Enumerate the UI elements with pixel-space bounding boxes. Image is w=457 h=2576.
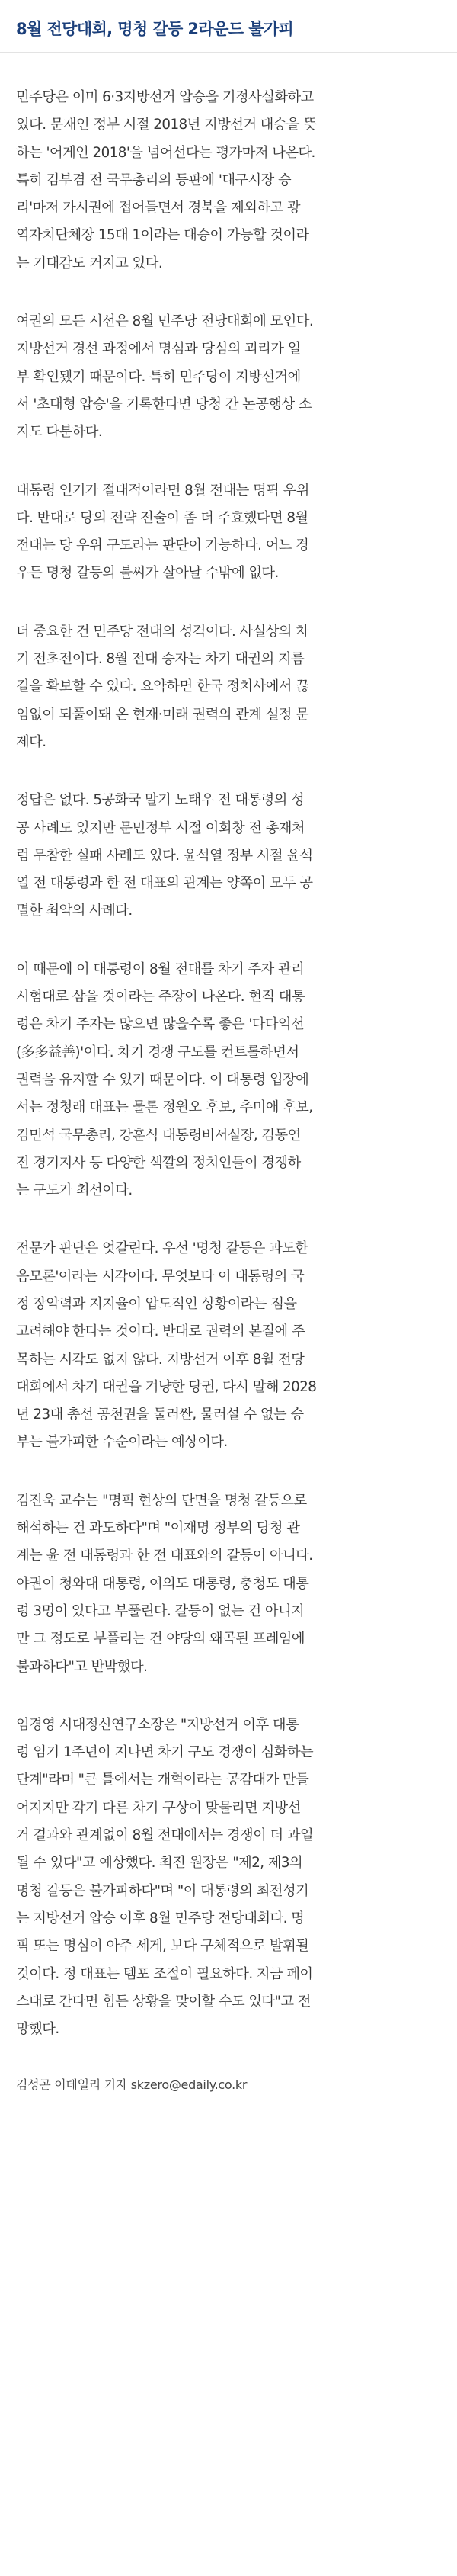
paragraph-line: 불과하다"고 반박했다. xyxy=(16,1658,148,1675)
paragraph-line: 계는 윤 전 대통령과 한 전 대표와의 갈등이 아니다. xyxy=(16,1548,313,1564)
paragraph-line: 해석하는 건 과도하다"며 "이재명 정부의 당청 관 xyxy=(16,1520,300,1537)
paragraph-line: 령 임기 1주년이 지나면 차기 구도 경쟁이 심화하는 xyxy=(16,1744,314,1761)
paragraph-line: 공 사례도 있지만 문민정부 시절 이회창 전 총재처 xyxy=(16,820,305,836)
article-paragraph xyxy=(16,618,434,756)
paragraph-line: 전대는 당 우위 구도라는 판단이 가능하다. 어느 경 xyxy=(16,537,309,554)
paragraph-line: 더 중요한 건 민주당 전대의 성격이다. 사실상의 차 xyxy=(16,623,309,640)
paragraph-line: 럼 무참한 실패 사례도 있다. 윤석열 정부 시절 윤석 xyxy=(16,847,313,864)
paragraph-line: 지방선거 경선 과정에서 명심과 당심의 괴리가 일 xyxy=(16,341,301,358)
article-paragraph xyxy=(16,477,434,588)
paragraph-line: 명청 갈등은 불가피하다"며 "이 대통령의 최전성기 xyxy=(16,1882,309,1899)
article-headline: 8월 전당대회, 명청 갈등 2라운드 불가피 xyxy=(16,20,294,38)
paragraph-line: 정 장악력과 지지율이 압도적인 상황이라는 점을 xyxy=(16,1295,297,1312)
paragraph-line: 령은 차기 주자는 많으면 많을수록 좋은 '다다익선 xyxy=(16,1016,305,1033)
paragraph-line: 고려해야 한다는 것이다. 반대로 권력의 본질에 주 xyxy=(16,1323,305,1340)
article-paragraph xyxy=(16,1235,434,1456)
paragraph-line: 픽 또는 명심이 아주 세게, 보다 구체적으로 발휘될 xyxy=(16,1938,309,1955)
paragraph-line: 전 경기지사 등 다양한 색깔의 정치인들이 경쟁하 xyxy=(16,1154,301,1171)
paragraph-line: 권력을 유지할 수 있기 때문이다. 이 대통령 입장에 xyxy=(16,1071,309,1088)
paragraph-line: 민주당은 이미 6·3지방선거 압승을 기정사실화하고 xyxy=(16,89,314,105)
paragraph-line: 서는 정청래 대표는 물론 정원오 후보, 추미애 후보, xyxy=(16,1099,313,1116)
paragraph-line: 제다. xyxy=(16,733,46,750)
paragraph-line: 년 23대 총선 공천권을 둘러싼, 물러설 수 없는 승 xyxy=(16,1407,304,1423)
paragraph-line: 될 수 있다"고 예상했다. 최진 원장은 "제2, 제3의 xyxy=(16,1855,303,1872)
paragraph-line: (多多益善)'이다. 차기 경쟁 구도를 컨트롤하면서 xyxy=(16,1044,299,1060)
paragraph-line: 길을 확보할 수 있다. 요약하면 한국 정치사에서 끊 xyxy=(16,678,309,695)
paragraph-line: 단계"라며 "큰 틀에서는 개혁이라는 공감대가 만들 xyxy=(16,1772,309,1788)
paragraph-line: 서 '초대형 압승'을 기록한다면 당청 간 논공행상 소 xyxy=(16,396,312,412)
article-byline: 김성곤 이데일리 기자 skzero@edaily.co.kr xyxy=(16,2077,248,2093)
paragraph-line: 우든 명청 갈등의 불씨가 살아날 수밖에 없다. xyxy=(16,565,279,582)
paragraph-line: 목하는 시각도 없지 않다. 지방선거 이후 8월 전당 xyxy=(16,1351,305,1368)
article-paragraph xyxy=(16,1487,434,1681)
paragraph-line: 하는 '어게인 2018'을 넘어선다는 평가마저 나온다. xyxy=(16,144,315,161)
headline-bar xyxy=(0,0,457,53)
paragraph-line: 정답은 없다. 5공화국 말기 노태우 전 대통령의 성 xyxy=(16,792,305,809)
paragraph-line: 망했다. xyxy=(16,2021,59,2038)
paragraph-line: 대통령 인기가 절대적이라면 8월 전대는 명픽 우위 xyxy=(16,482,309,499)
paragraph-line: 스대로 간다면 힘든 상황을 맞이할 수도 있다"고 전 xyxy=(16,1993,311,2010)
paragraph-line: 멸한 최악의 사례다. xyxy=(16,903,133,919)
paragraph-line: 는 기대감도 커지고 있다. xyxy=(16,255,163,271)
paragraph-line: 여권의 모든 시선은 8월 민주당 전당대회에 모인다. xyxy=(16,313,314,330)
paragraph-line: 엄경영 시대정신연구소장은 "지방선거 이후 대통 xyxy=(16,1716,299,1733)
paragraph-line: 부 확인됐기 때문이다. 특히 민주당이 지방선거에 xyxy=(16,368,301,385)
paragraph-line: 것이다. 정 대표는 템포 조절이 필요하다. 지금 페이 xyxy=(16,1965,313,1982)
paragraph-line: 열 전 대통령과 한 전 대표의 관계는 양쪽이 모두 공 xyxy=(16,875,313,892)
paragraph-line: 역자치단체장 15대 1이라는 대승이 가능할 것이라 xyxy=(16,227,309,244)
paragraph-line: 야권이 청와대 대통령, 여의도 대통령, 충청도 대통 xyxy=(16,1575,309,1592)
paragraph-line: 임없이 되풀이돼 온 현재·미래 권력의 관계 설정 문 xyxy=(16,706,309,723)
paragraph-list xyxy=(16,84,434,2043)
paragraph-line: 만 그 정도로 부풀리는 건 야당의 왜곡된 프레임에 xyxy=(16,1631,305,1647)
paragraph-line: 는 구도가 최선이다. xyxy=(16,1182,133,1199)
paragraph-line: 어지지만 각기 다른 차기 구상이 맞물리면 지방선 xyxy=(16,1799,301,1816)
paragraph-line: 거 결과와 관계없이 8월 전대에서는 경쟁이 더 과열 xyxy=(16,1827,314,1844)
paragraph-line: 다. 반대로 당의 전략 전술이 좀 더 주효했다면 8월 xyxy=(16,509,308,526)
paragraph-line: 김민석 국무총리, 강훈식 대통령비서실장, 김동연 xyxy=(16,1127,301,1144)
paragraph-line: 특히 김부겸 전 국무총리의 등판에 '대구시장 승 xyxy=(16,172,292,188)
paragraph-line: 는 지방선거 압승 이후 8월 민주당 전당대회다. 명 xyxy=(16,1910,305,1926)
paragraph-line: 전문가 판단은 엇갈린다. 우선 '명청 갈등은 과도한 xyxy=(16,1240,308,1257)
article-paragraph xyxy=(16,956,434,1205)
paragraph-line: 지도 다분하다. xyxy=(16,424,103,441)
paragraph-line: 음모론'이라는 시각이다. 무엇보다 이 대통령의 국 xyxy=(16,1268,305,1285)
paragraph-line: 대회에서 차기 대권을 겨냥한 당권, 다시 말해 2028 xyxy=(16,1378,317,1395)
article-paragraph xyxy=(16,1711,434,2044)
article-paragraph xyxy=(16,308,434,446)
paragraph-line: 이 때문에 이 대통령이 8월 전대를 차기 주자 관리 xyxy=(16,961,305,977)
paragraph-line: 김진욱 교수는 "명픽 현상의 단면을 명청 갈등으로 xyxy=(16,1492,307,1509)
paragraph-line: 부는 불가피한 수순이라는 예상이다. xyxy=(16,1434,228,1451)
paragraph-line: 령 3명이 있다고 부풀린다. 갈등이 없는 건 아니지 xyxy=(16,1602,305,1619)
article-paragraph xyxy=(16,787,434,925)
paragraph-line: 시험대로 삼을 것이라는 주장이 나온다. 현직 대통 xyxy=(16,989,305,1006)
article-paragraph xyxy=(16,84,434,277)
article-body xyxy=(0,53,457,2096)
paragraph-line: 있다. 문재인 정부 시절 2018년 지방선거 대승을 뜻 xyxy=(16,117,317,133)
paragraph-line: 기 전초전이다. 8월 전대 승자는 차기 대권의 지름 xyxy=(16,651,305,668)
paragraph-line: 리'마저 가시권에 접어들면서 경북을 제외하고 광 xyxy=(16,200,300,217)
